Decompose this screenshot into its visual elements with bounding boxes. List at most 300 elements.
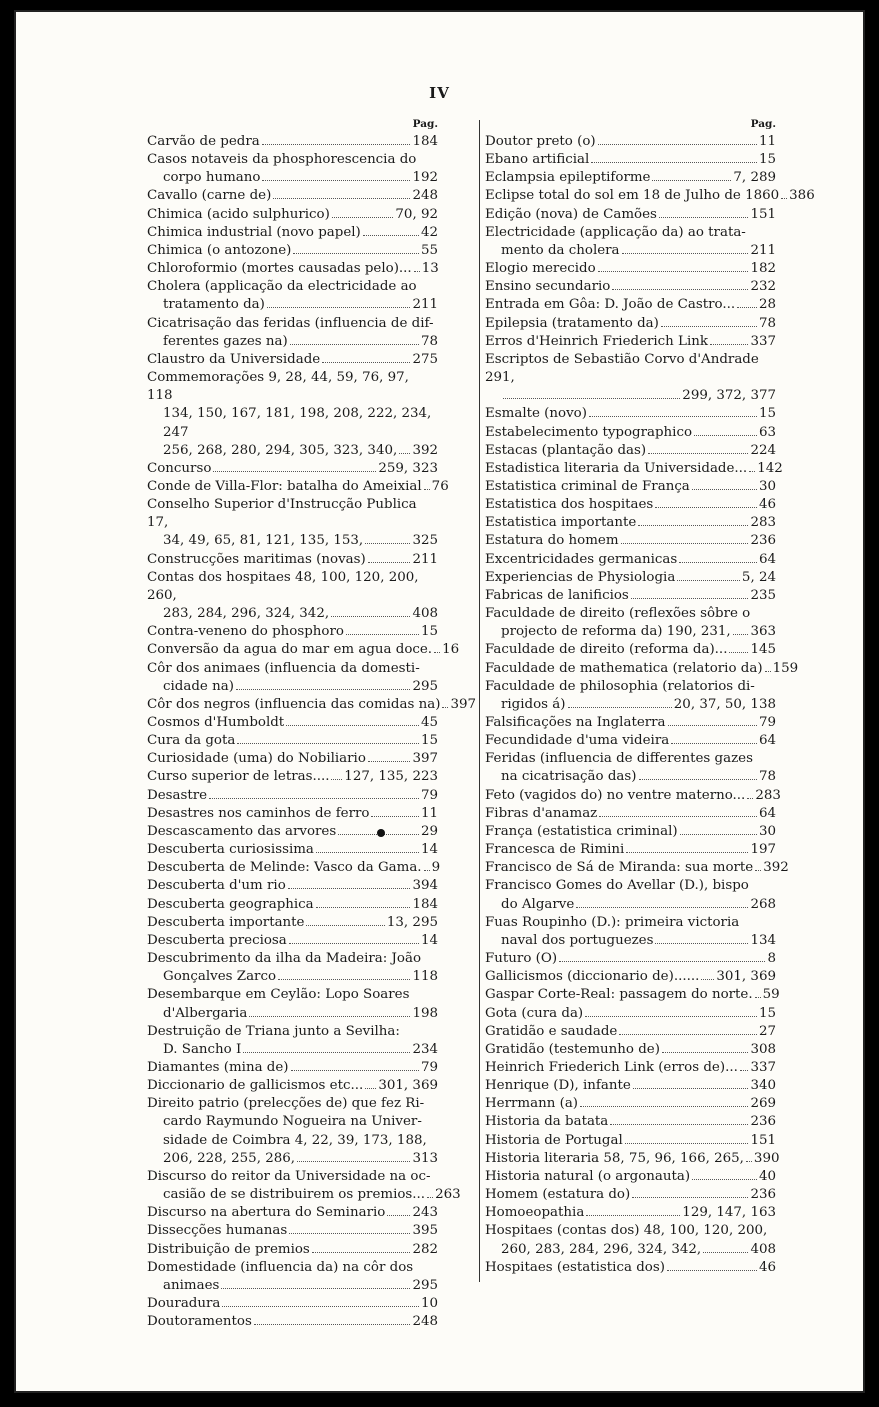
index-entry-right: [485, 532, 776, 550]
index-entry-right: [485, 1259, 776, 1277]
entry-last-line: [485, 387, 776, 405]
entry-title: Cura da gota: [147, 733, 236, 749]
entry-pages: 134: [750, 932, 776, 948]
index-entry-right: [485, 333, 776, 351]
entry-title: Conversão da agua do mar em agua doce.: [147, 642, 433, 658]
entry-pages: 151: [750, 1132, 776, 1148]
entry-pages: 64: [758, 551, 776, 567]
dot-leader: [442, 707, 448, 708]
index-entry-left: [147, 914, 438, 932]
entry-title: Estadistica literaria da Universidade...: [485, 460, 748, 476]
entry-title: Descuberta d'um rio: [147, 878, 286, 894]
entry-last-line: [147, 206, 438, 224]
entry-title: D. Sancho I: [163, 1041, 242, 1057]
index-entry-left: [147, 768, 438, 786]
entry-last-line: [147, 551, 438, 569]
index-entry-left: [147, 224, 438, 242]
entry-pages: 78: [420, 333, 438, 349]
index-entry-right: [485, 296, 776, 314]
entry-title: Faculdade de mathematica (relatorio da): [485, 660, 763, 676]
entry-pages: 392: [763, 860, 789, 876]
dot-leader: [363, 235, 419, 236]
entry-last-line: [485, 514, 776, 532]
entry-pages: 198: [412, 1005, 438, 1021]
dot-leader: [331, 616, 410, 617]
entry-last-line: [485, 732, 776, 750]
entry-title: 34, 49, 65, 81, 121, 135, 153,: [163, 533, 364, 549]
entry-pages: 64: [758, 733, 776, 749]
index-entry-right: [485, 1204, 776, 1222]
entry-pages: 232: [750, 279, 776, 295]
entry-pages: 301, 369: [378, 1078, 438, 1094]
index-entry-right: [485, 950, 776, 968]
index-entry-left: [147, 1059, 438, 1077]
dot-leader: [262, 144, 411, 145]
entry-title: França (estatistica criminal): [485, 823, 678, 839]
index-entry-left: [147, 315, 438, 351]
entry-pages: 211: [750, 242, 776, 258]
dot-leader: [427, 1197, 433, 1198]
index-entry-left: [147, 986, 438, 1022]
entry-title: Henrique (D), infante: [485, 1078, 631, 1094]
entry-title: Cavallo (carne de): [147, 188, 272, 204]
entry-pages: 390: [753, 1150, 780, 1166]
entry-title: na cicatrisação das): [501, 769, 637, 785]
index-list-right: [485, 133, 815, 1277]
entry-pages: 275: [412, 351, 438, 367]
dot-leader: [424, 870, 430, 871]
index-entry-right: [485, 206, 776, 224]
entry-title: Ensino secundario: [485, 279, 611, 295]
index-entry-left: [147, 478, 449, 496]
entry-pages: 55: [420, 242, 438, 258]
entry-title: corpo humano: [163, 170, 261, 186]
entry-last-line: [147, 1186, 461, 1204]
entry-last-line: [485, 714, 776, 732]
entry-pages: 127, 135, 223: [344, 769, 438, 785]
index-entry-right: [485, 442, 776, 460]
index-entry-right: [485, 551, 776, 569]
entry-last-line: [485, 986, 780, 1004]
entry-last-line: [485, 950, 776, 968]
entry-last-line: [147, 768, 438, 786]
entry-title: Descuberta geographica: [147, 896, 314, 912]
entry-text-line: Faculdade de direito (reflexões sôbre o: [485, 606, 751, 622]
entry-text-line: Francisco Gomes do Avellar (D.), bispo: [485, 878, 749, 894]
entry-title: Estatistica importante: [485, 515, 637, 531]
entry-last-line: [147, 1204, 438, 1222]
dot-leader: [598, 144, 757, 145]
index-entry-left: [147, 460, 438, 478]
entry-pages: 269: [750, 1096, 776, 1112]
entry-text-line: Discurso do reitor da Universidade na oc-: [147, 1168, 431, 1184]
index-entry-left: [147, 369, 438, 460]
dot-leader: [671, 743, 757, 744]
entry-text-line: Casos notaveis da phosphorescencia do: [147, 152, 417, 168]
entry-last-line: [147, 714, 438, 732]
entry-pages: 325: [412, 533, 438, 549]
entry-text-line: Faculdade de philosophia (relatorios di-: [485, 678, 755, 694]
dot-leader: [289, 943, 419, 944]
entry-last-line: [485, 1150, 780, 1168]
entry-pages: 46: [758, 497, 776, 513]
entry-last-line: [485, 968, 776, 986]
dot-leader: [662, 1052, 749, 1053]
dot-leader: [424, 489, 430, 490]
entry-pages: 182: [750, 261, 776, 277]
entry-text-line: 134, 150, 167, 181, 198, 208, 222, 234, 247: [163, 406, 432, 440]
dot-leader: [312, 1252, 411, 1253]
entry-pages: 45: [420, 715, 438, 730]
entry-title: Doutoramentos: [147, 1314, 252, 1330]
entry-title: ferentes gazes na): [163, 333, 288, 349]
entry-last-line: [485, 841, 776, 859]
entry-title: Curiosidade (uma) do Nobiliario: [147, 751, 366, 767]
entry-title: rigidos á): [501, 696, 566, 712]
entry-last-line: [485, 1241, 776, 1259]
entry-title: Estabelecimento typographico: [485, 424, 693, 440]
entry-last-line: [485, 460, 783, 478]
entry-pages: 64: [758, 805, 776, 821]
entry-pages: 299, 372, 377: [682, 388, 776, 404]
entry-pages: 268: [750, 896, 776, 912]
entry-title: Chimica industrial (novo papel): [147, 224, 361, 240]
entry-title: Homem (estatura do): [485, 1187, 631, 1203]
dot-leader: [332, 217, 394, 218]
dot-leader: [585, 1016, 757, 1017]
entry-last-line: [147, 1295, 438, 1313]
entry-pages: 395: [412, 1223, 438, 1239]
index-entry-left: [147, 1313, 438, 1331]
entry-title: Faculdade de direito (reforma da)...: [485, 642, 728, 658]
entry-pages: 79: [420, 1059, 438, 1075]
entry-title: Experiencias de Physiologia: [485, 569, 676, 585]
index-entry-right: [485, 1186, 776, 1204]
entry-last-line: [485, 805, 776, 823]
index-entry-right: [485, 1023, 776, 1041]
index-entry-right: [485, 914, 776, 950]
entry-last-line: [147, 623, 438, 641]
entry-pages: 14: [420, 932, 438, 948]
index-entry-left: [147, 496, 438, 550]
entry-last-line: [147, 442, 438, 460]
entry-title: Gratidão (testemunho de): [485, 1041, 660, 1057]
entry-pages: 248: [412, 188, 438, 204]
entry-pages: 397: [450, 696, 476, 712]
dot-leader: [368, 761, 411, 762]
entry-pages: 283: [750, 515, 776, 531]
dot-leader: [290, 344, 419, 345]
entry-title: Carvão de pedra: [147, 134, 260, 149]
index-entry-left: [147, 623, 438, 641]
entry-pages: 386: [789, 188, 815, 204]
index-entry-right: [485, 1095, 776, 1113]
entry-last-line: [485, 569, 776, 587]
index-entry-left: [147, 1222, 438, 1240]
index-entry-right: [485, 823, 776, 841]
entry-last-line: [485, 768, 776, 786]
entry-last-line: [147, 841, 438, 859]
entry-last-line: [485, 442, 776, 460]
index-column-left: [147, 115, 476, 1331]
entry-pages: 192: [412, 170, 438, 186]
entry-pages: 15: [758, 406, 776, 422]
entry-pages: 8: [767, 951, 776, 967]
dot-leader: [249, 1016, 410, 1017]
dot-leader: [368, 562, 411, 563]
dot-leader: [213, 471, 376, 472]
entry-last-line: [147, 460, 438, 478]
dot-leader: [668, 725, 757, 726]
dot-leader: [746, 1161, 752, 1162]
entry-last-line: [485, 424, 776, 442]
entry-text-line: Contas dos hospitaes 48, 100, 120, 200, 260,: [147, 569, 419, 603]
entry-title: Estacas (plantação das): [485, 442, 647, 458]
entry-pages: 79: [420, 787, 438, 803]
dot-leader: [652, 180, 731, 181]
entry-title: Chloroformio (mortes causadas pelo)...: [147, 261, 412, 277]
entry-last-line: [485, 1059, 776, 1077]
entry-pages: 9: [431, 860, 441, 876]
entry-title: Discurso na abertura do Seminario: [147, 1205, 386, 1221]
dot-leader: [765, 671, 771, 672]
entry-title: Fibras d'anamaz: [485, 805, 598, 821]
index-entry-right: [485, 968, 776, 986]
entry-title: Historia da batata: [485, 1114, 609, 1130]
index-entry-right: [485, 260, 776, 278]
dot-leader: [701, 979, 714, 980]
entry-last-line: [147, 696, 476, 714]
index-entry-left: [147, 950, 438, 986]
entry-title: Epilepsia (tratamento da): [485, 315, 659, 331]
dot-leader: [729, 652, 748, 653]
entry-pages: 70, 92: [395, 206, 438, 222]
entry-last-line: [147, 187, 438, 205]
entry-title: 206, 228, 255, 286,: [163, 1150, 296, 1166]
index-entry-left: [147, 133, 438, 151]
index-column-right: [485, 115, 815, 1277]
entry-last-line: [147, 641, 460, 659]
index-entry-right: [485, 732, 776, 750]
entry-last-line: [147, 1059, 438, 1077]
dot-leader: [599, 816, 757, 817]
index-entry-right: [485, 478, 776, 496]
entry-last-line: [485, 169, 776, 187]
dot-leader: [692, 1179, 757, 1180]
entry-last-line: [485, 333, 776, 351]
entry-pages: 15: [420, 624, 438, 640]
dot-leader: [633, 1088, 749, 1089]
entry-title: Desastres nos caminhos de ferro: [147, 805, 370, 821]
entry-pages: 184: [412, 896, 438, 912]
entry-pages: 184: [412, 134, 438, 149]
index-entry-right: [485, 660, 799, 678]
index-entry-left: [147, 1023, 438, 1059]
entry-pages: 42: [420, 224, 438, 240]
page-number: IV: [429, 84, 450, 102]
dot-leader: [414, 271, 420, 272]
index-entry-right: [485, 841, 776, 859]
entry-pages: 40: [758, 1168, 776, 1184]
entry-last-line: [147, 1150, 438, 1168]
entry-title: Excentricidades germanicas: [485, 551, 678, 567]
entry-pages: 11: [758, 134, 776, 149]
index-entry-right: [485, 315, 776, 333]
entry-pages: 263: [435, 1187, 461, 1203]
entry-pages: 29: [420, 823, 438, 839]
dot-leader: [632, 1197, 748, 1198]
dot-leader: [371, 816, 419, 817]
index-entry-left: [147, 877, 438, 895]
dot-leader: [622, 253, 749, 254]
entry-pages: 5, 24: [741, 569, 776, 585]
entry-pages: 15: [758, 152, 776, 168]
entry-title: Curso superior de letras....: [147, 769, 330, 785]
dot-leader: [243, 1052, 410, 1053]
dot-leader: [659, 217, 749, 218]
entry-last-line: [147, 478, 449, 496]
dot-leader: [679, 562, 757, 563]
dot-leader: [710, 344, 748, 345]
entry-title: Historia de Portugal: [485, 1132, 623, 1148]
entry-title: Historia literaria 58, 75, 96, 166, 265,: [485, 1150, 744, 1166]
index-entry-right: [485, 1132, 776, 1150]
index-entry-right: [485, 587, 776, 605]
entry-pages: 236: [750, 1114, 776, 1130]
entry-title: Fabricas de lanificios: [485, 587, 629, 603]
entry-pages: 211: [412, 297, 438, 313]
index-entry-right: [485, 224, 776, 260]
entry-last-line: [147, 169, 438, 187]
entry-title: 283, 284, 296, 324, 342,: [163, 606, 330, 622]
entry-title: Descascamento das arvores: [147, 823, 337, 839]
entry-pages: 78: [758, 769, 776, 785]
dot-leader: [692, 489, 757, 490]
entry-pages: 235: [750, 587, 776, 603]
index-entry-left: [147, 641, 460, 659]
entry-title: tratamento da): [163, 297, 265, 313]
index-entry-right: [485, 424, 776, 442]
entry-last-line: [147, 932, 438, 950]
entry-title: Chimica (o antozone): [147, 242, 292, 258]
entry-title: Claustro da Universidade: [147, 351, 321, 367]
entry-title: casião de se distribuirem os premios...: [163, 1187, 426, 1203]
dot-leader: [286, 725, 419, 726]
dot-leader: [267, 307, 411, 308]
entry-last-line: [147, 333, 438, 351]
dot-leader: [387, 1215, 410, 1216]
entry-last-line: [147, 242, 438, 260]
dot-leader: [733, 634, 749, 635]
entry-text-line: Commemorações 9, 28, 44, 59, 76, 97, 118: [147, 370, 409, 404]
entry-last-line: [147, 296, 438, 314]
entry-last-line: [147, 1005, 438, 1023]
entry-title: animaes: [163, 1277, 220, 1293]
dot-leader: [316, 852, 419, 853]
entry-pages: 59: [762, 987, 780, 1003]
entry-last-line: [147, 678, 438, 696]
entry-last-line: [485, 242, 776, 260]
entry-pages: 259, 323: [378, 460, 438, 476]
entry-title: Cosmos d'Humboldt: [147, 715, 285, 730]
entry-last-line: [485, 151, 776, 169]
dot-leader: [262, 180, 410, 181]
index-entry-left: [147, 787, 438, 805]
dot-leader: [434, 652, 440, 653]
entry-last-line: [485, 696, 776, 714]
entry-pages: 337: [750, 333, 776, 349]
index-entry-left: [147, 242, 438, 260]
dot-leader: [221, 1288, 410, 1289]
entry-title: Douradura: [147, 1296, 221, 1311]
dot-leader: [703, 1252, 748, 1253]
entry-title: Côr dos negros (influencia das comidas na): [147, 696, 441, 712]
dot-leader: [621, 543, 749, 544]
entry-last-line: [147, 732, 438, 750]
entry-last-line: [147, 1077, 438, 1095]
index-entry-left: [147, 714, 438, 732]
index-entry-left: [147, 206, 438, 224]
entry-title: Contra-veneno do phosphoro: [147, 624, 344, 640]
index-entry-right: [485, 496, 776, 514]
entry-title: Fecundidade d'uma videira: [485, 733, 670, 749]
index-entry-left: [147, 823, 438, 841]
dot-leader: [655, 507, 757, 508]
entry-text-line: sidade de Coimbra 4, 22, 39, 173, 188,: [163, 1132, 427, 1148]
dot-leader: [222, 1306, 419, 1307]
entry-text-line: Hospitaes (contas dos) 48, 100, 120, 200,: [485, 1223, 768, 1239]
entry-pages: 236: [750, 1187, 776, 1203]
entry-text-line: Feridas (influencia de differentes gazes: [485, 751, 753, 767]
entry-last-line: [485, 206, 776, 224]
dot-leader: [209, 798, 419, 799]
index-entry-left: [147, 278, 438, 314]
dot-leader: [331, 779, 342, 780]
dot-leader: [254, 1324, 411, 1325]
index-entry-right: [485, 1113, 776, 1131]
entry-last-line: [485, 1005, 776, 1023]
entry-last-line: [485, 1168, 776, 1186]
entry-title: Erros d'Heinrich Friederich Link: [485, 333, 708, 349]
dot-leader: [638, 525, 748, 526]
entry-pages: 236: [750, 533, 776, 549]
dot-leader: [740, 1070, 749, 1071]
entry-title: Dissecções humanas: [147, 1223, 288, 1239]
entry-title: Hospitaes (estatistica dos): [485, 1259, 665, 1275]
entry-title: naval dos portuguezes: [501, 932, 654, 948]
entry-last-line: [147, 1241, 438, 1259]
dot-leader: [677, 580, 740, 581]
entry-title: cidade na): [163, 678, 234, 694]
index-entry-left: [147, 732, 438, 750]
index-entry-left: [147, 805, 438, 823]
dot-leader: [737, 307, 757, 308]
entry-last-line: [147, 1277, 438, 1295]
entry-pages: 363: [750, 624, 776, 640]
index-entry-left: [147, 932, 438, 950]
entry-last-line: [485, 587, 776, 605]
dot-leader: [289, 1233, 410, 1234]
entry-last-line: [147, 787, 438, 805]
dot-leader: [694, 435, 757, 436]
dot-leader: [580, 1106, 748, 1107]
entry-last-line: [485, 133, 776, 151]
pag-heading-right: Pag.: [750, 118, 776, 130]
entry-last-line: [485, 641, 776, 659]
entry-title: Herrmann (a): [485, 1096, 579, 1112]
index-entry-right: [485, 405, 776, 423]
entry-title: Gota (cura da): [485, 1005, 584, 1021]
